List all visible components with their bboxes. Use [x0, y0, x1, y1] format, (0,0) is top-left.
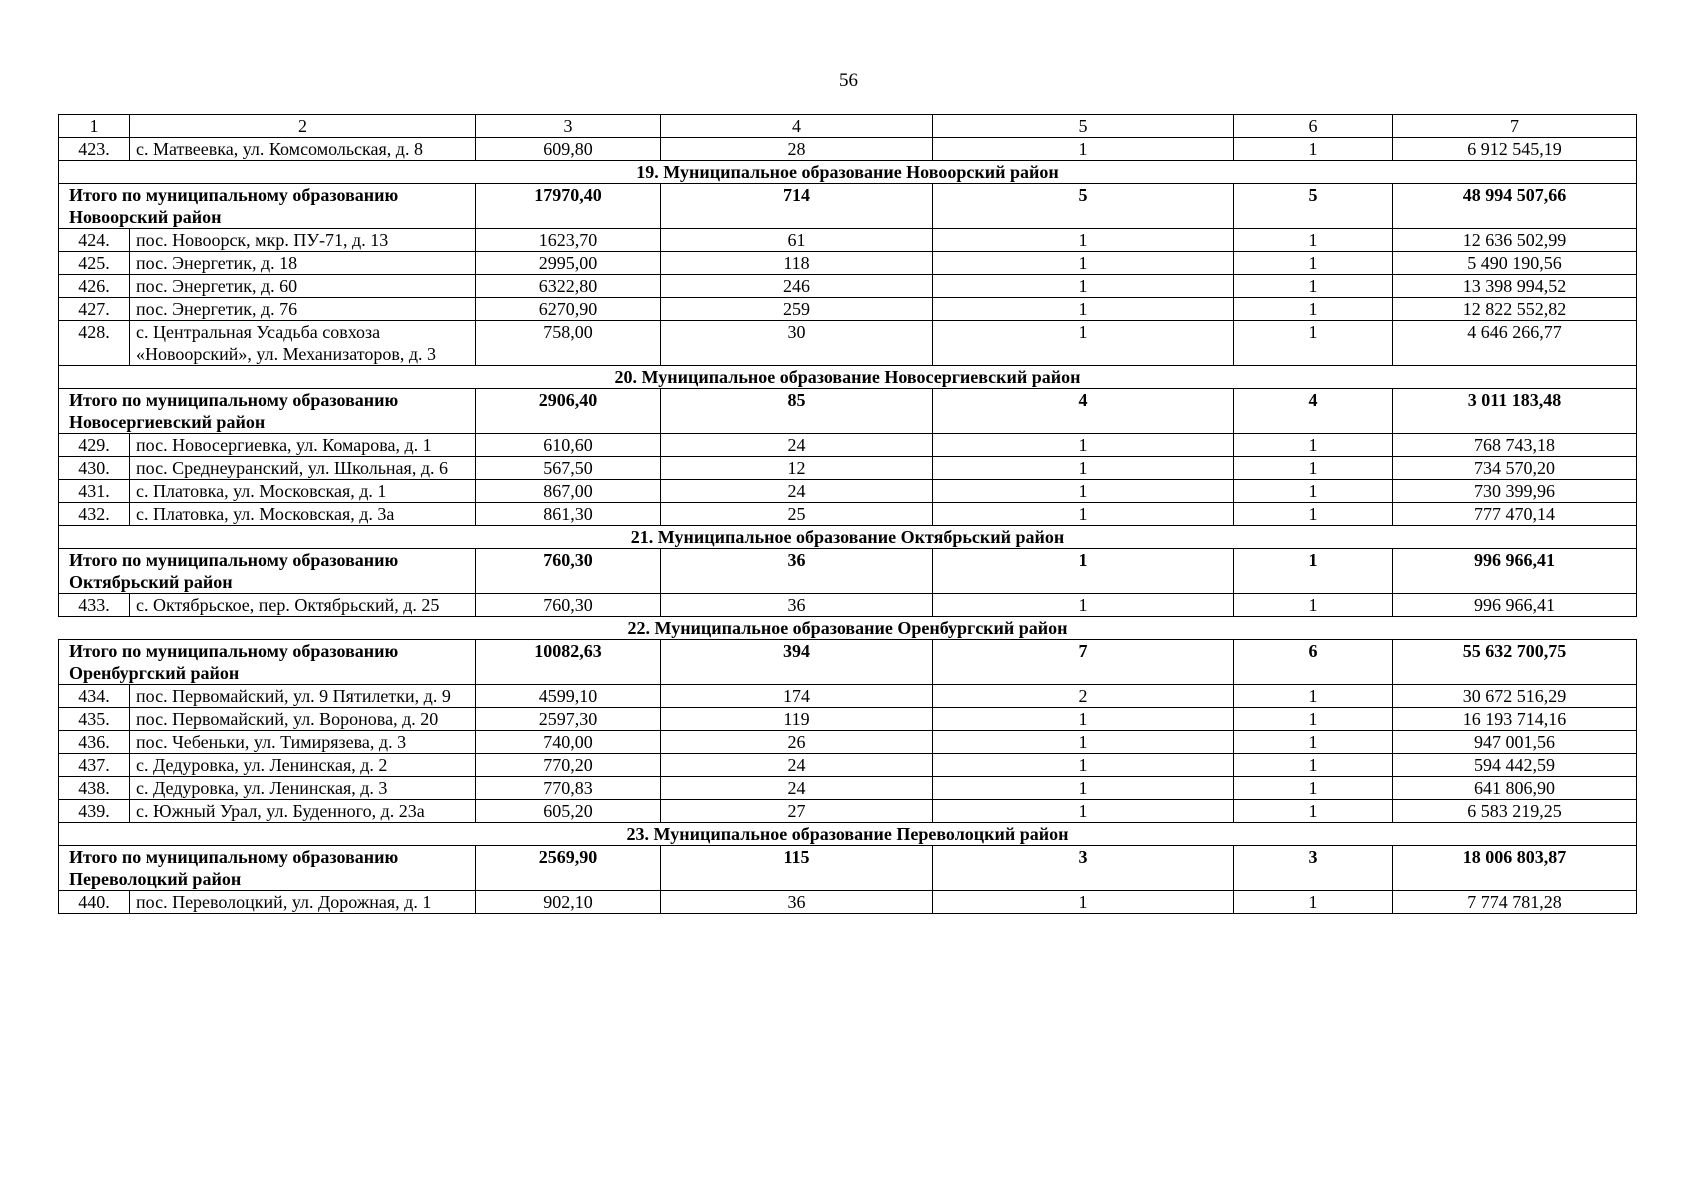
row-address: пос. Новосергиевка, ул. Комарова, д. 1 [130, 434, 476, 457]
row-address: пос. Энергетик, д. 18 [130, 252, 476, 275]
row-address: с. Центральная Усадьба совхоза «Новоорский», ул. Механизаторов, д. 3 [130, 321, 476, 366]
row-count: 1 [1234, 731, 1393, 754]
row-buildings: 1 [933, 298, 1234, 321]
section-title: 23. Муниципальное образование Переволоцкий район [59, 823, 1637, 846]
table-row [59, 252, 1637, 275]
row-residents: 30 [661, 321, 933, 366]
row-residents: 24 [661, 777, 933, 800]
total-cost: 18 006 803,87 [1393, 846, 1637, 891]
table-row [59, 298, 1637, 321]
row-cost: 996 966,41 [1393, 594, 1637, 617]
row-count: 1 [1234, 594, 1393, 617]
row-number: 424. [59, 229, 130, 252]
row-number: 429. [59, 434, 130, 457]
total-cost: 55 632 700,75 [1393, 640, 1637, 685]
row-residents: 36 [661, 594, 933, 617]
row-buildings: 1 [933, 252, 1234, 275]
row-residents: 61 [661, 229, 933, 252]
row-cost: 16 193 714,16 [1393, 708, 1637, 731]
header-cell: 4 [661, 115, 933, 138]
row-buildings: 2 [933, 685, 1234, 708]
row-cost: 777 470,14 [1393, 503, 1637, 526]
row-buildings: 1 [933, 434, 1234, 457]
row-area: 6270,90 [476, 298, 661, 321]
row-area: 902,10 [476, 891, 661, 914]
row-residents: 27 [661, 800, 933, 823]
row-number: 437. [59, 754, 130, 777]
row-cost: 947 001,56 [1393, 731, 1637, 754]
table-row [59, 434, 1637, 457]
total-buildings: 4 [933, 389, 1234, 434]
row-area: 1623,70 [476, 229, 661, 252]
total-count: 4 [1234, 389, 1393, 434]
row-number: 435. [59, 708, 130, 731]
housing-table [58, 114, 1637, 914]
row-residents: 25 [661, 503, 933, 526]
header-cell: 7 [1393, 115, 1637, 138]
total-count: 5 [1234, 184, 1393, 229]
table-row [59, 457, 1637, 480]
row-count: 1 [1234, 434, 1393, 457]
row-count: 1 [1234, 800, 1393, 823]
header-cell: 3 [476, 115, 661, 138]
row-count: 1 [1234, 321, 1393, 366]
table-row [59, 480, 1637, 503]
table-row [59, 229, 1637, 252]
total-area: 17970,40 [476, 184, 661, 229]
total-area: 2906,40 [476, 389, 661, 434]
row-buildings: 1 [933, 891, 1234, 914]
row-count: 1 [1234, 229, 1393, 252]
row-buildings: 1 [933, 138, 1234, 161]
page-number: 56 [839, 70, 858, 91]
row-count: 1 [1234, 503, 1393, 526]
row-area: 2597,30 [476, 708, 661, 731]
total-cost: 48 994 507,66 [1393, 184, 1637, 229]
section-heading-row [59, 526, 1637, 549]
row-cost: 594 442,59 [1393, 754, 1637, 777]
table-row [59, 138, 1637, 161]
row-number: 432. [59, 503, 130, 526]
row-address: пос. Среднеуранский, ул. Школьная, д. 6 [130, 457, 476, 480]
total-count: 6 [1234, 640, 1393, 685]
row-buildings: 1 [933, 503, 1234, 526]
row-address: с. Матвеевка, ул. Комсомольская, д. 8 [130, 138, 476, 161]
header-row [59, 115, 1637, 138]
row-buildings: 1 [933, 275, 1234, 298]
row-address: с. Дедуровка, ул. Ленинская, д. 2 [130, 754, 476, 777]
row-cost: 12 636 502,99 [1393, 229, 1637, 252]
row-cost: 768 743,18 [1393, 434, 1637, 457]
table-row [59, 275, 1637, 298]
row-buildings: 1 [933, 229, 1234, 252]
row-buildings: 1 [933, 731, 1234, 754]
row-buildings: 1 [933, 777, 1234, 800]
row-address: пос. Чебеньки, ул. Тимирязева, д. 3 [130, 731, 476, 754]
total-area: 760,30 [476, 549, 661, 594]
row-cost: 30 672 516,29 [1393, 685, 1637, 708]
section-title: 20. Муниципальное образование Новосергиевский район [59, 366, 1637, 389]
section-title: 21. Муниципальное образование Октябрьский район [59, 526, 1637, 549]
total-residents: 85 [661, 389, 933, 434]
row-number: 439. [59, 800, 130, 823]
row-residents: 246 [661, 275, 933, 298]
row-residents: 24 [661, 480, 933, 503]
header-cell: 1 [59, 115, 130, 138]
row-buildings: 1 [933, 708, 1234, 731]
row-buildings: 1 [933, 480, 1234, 503]
row-residents: 24 [661, 434, 933, 457]
row-count: 1 [1234, 708, 1393, 731]
row-residents: 259 [661, 298, 933, 321]
row-number: 431. [59, 480, 130, 503]
total-cost: 3 011 183,48 [1393, 389, 1637, 434]
row-address: пос. Первомайский, ул. 9 Пятилетки, д. 9 [130, 685, 476, 708]
section-heading-row [59, 617, 1637, 640]
row-area: 760,30 [476, 594, 661, 617]
total-row [59, 184, 1637, 229]
total-label: Итого по муниципальному образованию Оренбургский район [59, 640, 476, 685]
row-number: 438. [59, 777, 130, 800]
total-label: Итого по муниципальному образованию Октябрьский район [59, 549, 476, 594]
row-buildings: 1 [933, 594, 1234, 617]
total-count: 3 [1234, 846, 1393, 891]
total-residents: 714 [661, 184, 933, 229]
table-row [59, 800, 1637, 823]
row-area: 610,60 [476, 434, 661, 457]
row-count: 1 [1234, 252, 1393, 275]
header-cell: 2 [130, 115, 476, 138]
row-count: 1 [1234, 754, 1393, 777]
row-cost: 13 398 994,52 [1393, 275, 1637, 298]
row-number: 434. [59, 685, 130, 708]
row-cost: 7 774 781,28 [1393, 891, 1637, 914]
row-residents: 28 [661, 138, 933, 161]
row-number: 428. [59, 321, 130, 366]
section-title: 19. Муниципальное образование Новоорский район [59, 161, 1637, 184]
total-residents: 36 [661, 549, 933, 594]
total-area: 2569,90 [476, 846, 661, 891]
header-cell: 6 [1234, 115, 1393, 138]
row-number: 423. [59, 138, 130, 161]
row-residents: 118 [661, 252, 933, 275]
row-residents: 12 [661, 457, 933, 480]
row-cost: 4 646 266,77 [1393, 321, 1637, 366]
row-number: 440. [59, 891, 130, 914]
row-address: пос. Энергетик, д. 76 [130, 298, 476, 321]
row-area: 6322,80 [476, 275, 661, 298]
table-row [59, 685, 1637, 708]
row-number: 426. [59, 275, 130, 298]
row-address: пос. Переволоцкий, ул. Дорожная, д. 1 [130, 891, 476, 914]
row-buildings: 1 [933, 321, 1234, 366]
row-count: 1 [1234, 275, 1393, 298]
row-cost: 12 822 552,82 [1393, 298, 1637, 321]
row-address: с. Дедуровка, ул. Ленинская, д. 3 [130, 777, 476, 800]
row-number: 436. [59, 731, 130, 754]
total-row [59, 389, 1637, 434]
total-buildings: 1 [933, 549, 1234, 594]
total-area: 10082,63 [476, 640, 661, 685]
table-row [59, 891, 1637, 914]
row-area: 861,30 [476, 503, 661, 526]
row-count: 1 [1234, 685, 1393, 708]
row-address: с. Октябрьское, пер. Октябрьский, д. 25 [130, 594, 476, 617]
row-cost: 6 912 545,19 [1393, 138, 1637, 161]
row-number: 427. [59, 298, 130, 321]
row-address: с. Южный Урал, ул. Буденного, д. 23а [130, 800, 476, 823]
row-cost: 6 583 219,25 [1393, 800, 1637, 823]
total-residents: 115 [661, 846, 933, 891]
row-address: пос. Новоорск, мкр. ПУ-71, д. 13 [130, 229, 476, 252]
row-cost: 5 490 190,56 [1393, 252, 1637, 275]
row-area: 567,50 [476, 457, 661, 480]
row-count: 1 [1234, 777, 1393, 800]
row-count: 1 [1234, 480, 1393, 503]
row-number: 425. [59, 252, 130, 275]
total-row [59, 640, 1637, 685]
total-label: Итого по муниципальному образованию Новоорский район [59, 184, 476, 229]
row-count: 1 [1234, 457, 1393, 480]
table-row [59, 731, 1637, 754]
row-cost: 734 570,20 [1393, 457, 1637, 480]
row-area: 758,00 [476, 321, 661, 366]
total-label: Итого по муниципальному образованию Новосергиевский район [59, 389, 476, 434]
total-cost: 996 966,41 [1393, 549, 1637, 594]
row-buildings: 1 [933, 457, 1234, 480]
total-buildings: 7 [933, 640, 1234, 685]
row-area: 867,00 [476, 480, 661, 503]
table-row [59, 754, 1637, 777]
row-cost: 730 399,96 [1393, 480, 1637, 503]
table-row [59, 594, 1637, 617]
table-row [59, 708, 1637, 731]
row-area: 2995,00 [476, 252, 661, 275]
row-number: 433. [59, 594, 130, 617]
row-buildings: 1 [933, 754, 1234, 777]
row-area: 609,80 [476, 138, 661, 161]
table-row [59, 777, 1637, 800]
row-area: 770,83 [476, 777, 661, 800]
section-title: 22. Муниципальное образование Оренбургский район [59, 617, 1637, 640]
row-residents: 119 [661, 708, 933, 731]
row-buildings: 1 [933, 800, 1234, 823]
row-address: пос. Энергетик, д. 60 [130, 275, 476, 298]
table-row [59, 321, 1637, 366]
total-row [59, 846, 1637, 891]
row-area: 770,20 [476, 754, 661, 777]
total-count: 1 [1234, 549, 1393, 594]
row-cost: 641 806,90 [1393, 777, 1637, 800]
row-residents: 26 [661, 731, 933, 754]
row-address: с. Платовка, ул. Московская, д. 3а [130, 503, 476, 526]
total-buildings: 5 [933, 184, 1234, 229]
row-count: 1 [1234, 138, 1393, 161]
row-count: 1 [1234, 298, 1393, 321]
header-cell: 5 [933, 115, 1234, 138]
row-area: 605,20 [476, 800, 661, 823]
row-residents: 36 [661, 891, 933, 914]
section-heading-row [59, 823, 1637, 846]
total-residents: 394 [661, 640, 933, 685]
total-row [59, 549, 1637, 594]
table-row [59, 503, 1637, 526]
total-label: Итого по муниципальному образованию Переволоцкий район [59, 846, 476, 891]
row-address: с. Платовка, ул. Московская, д. 1 [130, 480, 476, 503]
row-number: 430. [59, 457, 130, 480]
section-heading-row [59, 161, 1637, 184]
section-heading-row [59, 366, 1637, 389]
row-area: 740,00 [476, 731, 661, 754]
row-area: 4599,10 [476, 685, 661, 708]
row-residents: 24 [661, 754, 933, 777]
row-residents: 174 [661, 685, 933, 708]
total-buildings: 3 [933, 846, 1234, 891]
row-count: 1 [1234, 891, 1393, 914]
row-address: пос. Первомайский, ул. Воронова, д. 20 [130, 708, 476, 731]
